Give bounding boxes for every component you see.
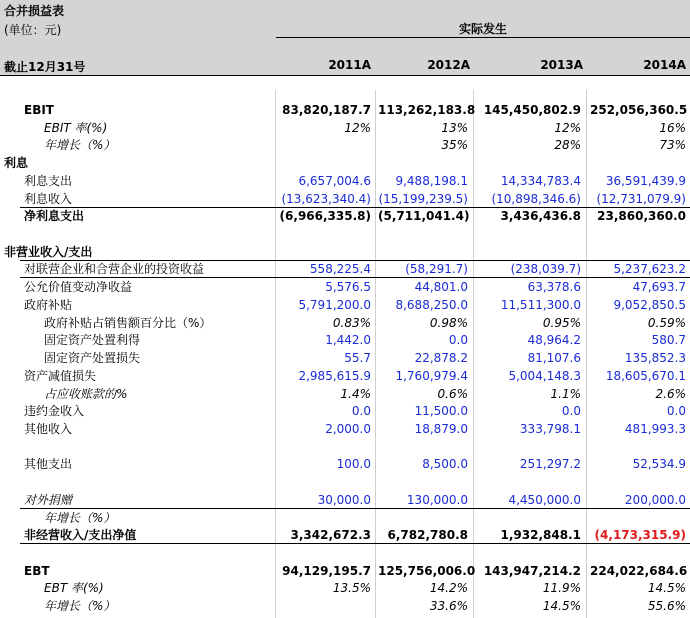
cell-2012: 0.0 [448,333,468,348]
row-label: 净利息支出 [24,209,85,224]
cell-2014: 16% [659,120,686,135]
table-row [0,296,690,314]
table-row [0,597,690,615]
table-row [0,491,690,509]
table-row [0,438,690,456]
header-band [0,0,690,76]
cell-2014: 0.0 [666,404,686,419]
cell-2014: 252,056,360.5 [590,103,688,117]
group-underline [276,37,690,38]
cell-2011: 94,129,195.7 [282,563,371,578]
cell-2012: (15,199,239.5) [378,191,468,206]
cell-2012: 11,500.0 [414,404,468,419]
row-label: 政府补贴占销售额百分比（%） [44,315,212,330]
cell-2013: 333,798.1 [519,421,581,436]
table-row [0,136,690,154]
table-row [0,385,690,403]
cell-2013: 11,511,300.0 [500,297,581,312]
table-row [0,579,690,597]
cell-2012: 44,801.0 [414,280,468,295]
cell-2014: (4,173,315.9) [594,528,686,543]
cell-2013: 28% [554,138,581,153]
cell-2013: 14.5% [542,599,581,614]
table-row [0,455,690,473]
cell-2012: 130,000.0 [406,492,468,507]
cell-2013: (238,039.7) [510,262,581,277]
cell-2014: 481,993.3 [624,421,686,436]
table-row [0,367,690,385]
cell-2011: (13,623,340.4) [281,191,371,206]
table-row [0,101,690,119]
row-label: 对联营企业和合营企业的投资收益 [24,262,205,277]
cell-2013: 12% [554,120,581,135]
cell-2012: 8,688,250.0 [395,297,468,312]
cell-2013: 1.1% [550,386,581,401]
cell-2014: 55.6% [647,599,686,614]
cell-2013: 145,450,802.9 [483,103,581,117]
table-row [0,278,690,296]
header-bottom-rule [0,75,690,76]
cell-2013: 63,378.6 [527,280,581,295]
table-row [0,225,690,243]
cell-2011: 0.0 [351,404,371,419]
table-row [0,243,690,261]
cell-2012: 6,782,780.8 [387,528,468,543]
cell-2011: 2,985,615.9 [298,368,371,383]
period-row-label: 截止12月31号 [4,60,86,74]
cell-2014: 580.7 [651,333,686,348]
cell-2013: 48,964.2 [527,333,581,348]
cell-2012: 35% [441,138,468,153]
cell-2012: 18,879.0 [414,421,468,436]
table-row [0,207,690,225]
group-label-actual: 实际发生 [458,22,507,36]
cell-2014: 135,852.3 [624,351,686,366]
year-header-2013: 2013A [540,58,583,72]
row-label: EBT 率(%) [44,581,104,596]
cell-2014: 2.6% [655,386,686,401]
table-row [0,402,690,420]
cell-2014: 14.5% [647,581,686,596]
cell-2014: (12,731,079.9) [596,191,686,206]
cell-2011: 55.7 [344,351,371,366]
cell-2011: 3,342,672.3 [290,528,371,543]
cell-2013: 4,450,000.0 [508,492,581,507]
cell-2012: 113,262,183.8 [378,103,476,117]
cell-2011: 0.83% [332,315,371,330]
cell-2011: 100.0 [336,457,371,472]
cell-2013: 14,334,783.4 [500,173,581,188]
year-header-2012: 2012A [427,58,470,72]
row-label: 非经营收入/支出净值 [24,528,137,543]
table-row [0,509,690,527]
year-header-2011: 2011A [328,58,371,72]
cell-2012: (58,291.7) [405,262,468,277]
cell-2014: 47,693.7 [632,280,686,295]
row-label: EBIT [24,103,54,117]
cell-2012: (5,711,041.4) [378,209,470,224]
table-row [0,260,690,278]
cell-2011: 5,791,200.0 [298,297,371,312]
table-row [0,172,690,190]
cell-2012: 9,488,198.1 [395,173,468,188]
cell-2014: 0.59% [647,315,686,330]
cell-2014: 52,534.9 [632,457,686,472]
cell-2012: 22,878.2 [414,351,468,366]
row-label: 政府补贴 [24,297,73,312]
table-row [0,314,690,332]
row-label: 违约金收入 [24,404,85,419]
cell-2011: (6,966,335.8) [279,209,371,224]
cell-2012: 0.6% [437,386,468,401]
row-label: 其他支出 [24,457,73,472]
row-label: EBT [24,563,50,578]
row-label: 利息收入 [24,191,73,206]
cell-2014: 200,000.0 [624,492,686,507]
sheet-title: 合并损益表 [4,4,65,18]
cell-2013: 1,932,848.1 [500,528,581,543]
table-row [0,154,690,172]
cell-2013: 143,947,214.2 [483,563,581,578]
row-label: 年增长（%） [44,510,116,525]
cell-2013: 5,004,148.3 [508,368,581,383]
table-row [0,349,690,367]
cell-2011: 30,000.0 [317,492,371,507]
table-row [0,190,690,208]
cell-2011: 83,820,187.7 [282,103,371,117]
year-header-2014: 2014A [643,58,686,72]
row-label: 固定资产处置损失 [44,351,141,366]
cell-2011: 2,000.0 [325,421,371,436]
cell-2014: 73% [659,138,686,153]
row-label: 公允价值变动净收益 [24,280,133,295]
table-row [0,420,690,438]
cell-2011: 13.5% [332,581,371,596]
table-row [0,331,690,349]
row-label: 对外捐赠 [24,492,73,507]
row-label: 固定资产处置利得 [44,333,141,348]
cell-2013: 0.0 [561,404,581,419]
cell-2012: 8,500.0 [422,457,468,472]
cell-2013: 81,107.6 [527,351,581,366]
row-label: 年增长（%） [44,599,116,614]
unit-label: (单位：元) [4,23,62,37]
row-label: 利息 [4,156,29,171]
row-label: 占应收账款的% [44,386,128,401]
cell-2013: 3,436,436.8 [500,209,581,224]
cell-2011: 5,576.5 [325,280,371,295]
cell-2014: 23,860,360.0 [597,209,686,224]
cell-2014: 9,052,850.5 [613,297,686,312]
cell-2013: 251,297.2 [519,457,581,472]
table-row [0,562,690,580]
cell-2013: 0.95% [542,315,581,330]
cell-2011: 1.4% [340,386,371,401]
cell-2012: 14.2% [429,581,468,596]
row-label: 年增长（%） [44,138,116,153]
table-row [0,526,690,544]
cell-2014: 5,237,623.2 [613,262,686,277]
cell-2012: 125,756,006.0 [378,563,476,578]
cell-2012: 13% [441,120,468,135]
row-label: 利息支出 [24,173,73,188]
cell-2014: 224,022,684.6 [590,563,688,578]
cell-2014: 36,591,439.9 [605,173,686,188]
cell-2011: 6,657,004.6 [298,173,371,188]
cell-2013: 11.9% [542,581,581,596]
cell-2014: 18,605,670.1 [605,368,686,383]
row-label: 其他收入 [24,421,73,436]
row-label: EBIT 率(%) [44,120,108,135]
cell-2012: 33.6% [429,599,468,614]
table-row [0,473,690,491]
row-label: 资产减值损失 [24,368,97,383]
cell-2012: 0.98% [429,315,468,330]
cell-2013: (10,898,346.6) [491,191,581,206]
cell-2011: 1,442.0 [325,333,371,348]
table-row [0,544,690,562]
row-label: 非营业收入/支出 [4,244,93,259]
cell-2011: 12% [344,120,371,135]
cell-2011: 558,225.4 [309,262,371,277]
cell-2012: 1,760,979.4 [395,368,468,383]
table-row [0,119,690,137]
